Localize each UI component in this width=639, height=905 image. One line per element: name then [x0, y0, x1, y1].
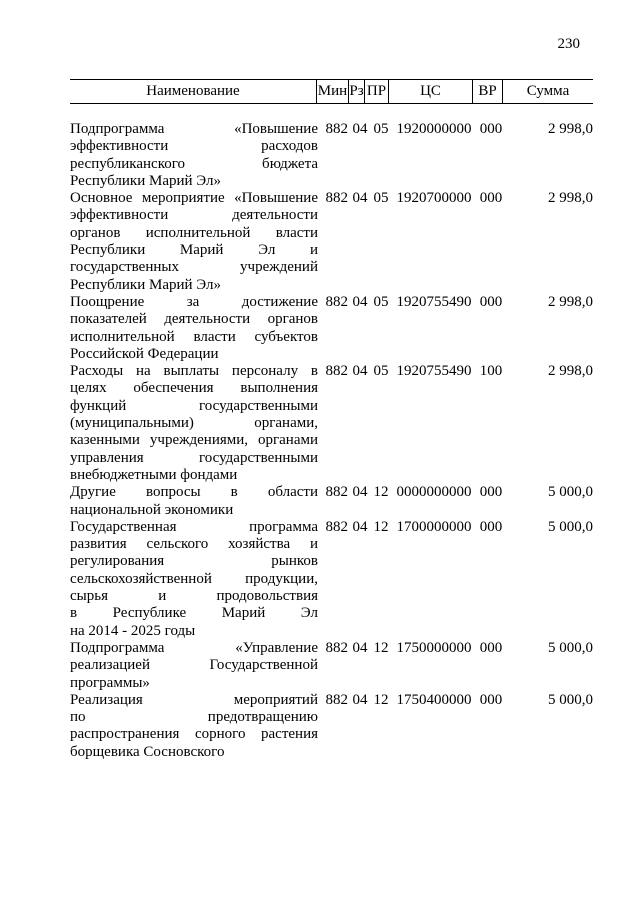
row-pr: 05 — [373, 121, 389, 137]
table-row — [70, 190, 593, 294]
row-name — [70, 294, 318, 363]
row-name-line: сельскохозяйственной продукции, — [70, 570, 318, 587]
row-cs: 1920700000 — [396, 190, 472, 207]
row-sum: 2 998,0 — [548, 363, 593, 380]
row-pr: 12 — [373, 484, 389, 501]
row-name-line: (муниципальными) органами, — [70, 415, 318, 432]
row-name-line: эффективности деятельности — [70, 207, 318, 224]
row-name-line: показателей деятельности органов — [70, 311, 318, 328]
row-pr: 05 — [373, 293, 389, 310]
row-name-line: Поощрение за достижение — [70, 293, 318, 310]
row-name-line: программы» — [70, 674, 150, 691]
row-cs: 1750000000 — [396, 639, 472, 656]
row-rz: 04 — [352, 190, 368, 207]
row-rz: 04 — [352, 691, 368, 708]
budget-table — [70, 79, 593, 761]
row-min: 882 — [325, 363, 348, 380]
row-name — [70, 363, 318, 484]
row-cs: 1920755490 — [396, 363, 472, 380]
header-vr: ВР — [472, 80, 502, 103]
row-vr: 000 — [479, 639, 503, 656]
header-rz: Рз — [348, 80, 364, 103]
row-min: 882 — [325, 518, 348, 535]
row-name-line: Другие вопросы в области — [70, 484, 318, 501]
row-name-line: на 2014 - 2025 годы — [70, 622, 196, 639]
row-vr: 100 — [479, 363, 503, 380]
row-min: 882 — [325, 639, 348, 656]
row-name-line: регулирования рынков — [70, 553, 318, 570]
row-name-line: республиканского бюджета — [70, 155, 318, 172]
row-pr: 05 — [373, 190, 389, 207]
row-name-line: Расходы на выплаты персоналу в — [70, 363, 318, 380]
row-name-line: Республики Марий Эл» — [70, 276, 221, 293]
row-name-line: Государственная программа — [70, 518, 318, 535]
row-name — [70, 484, 318, 519]
header-pr: ПР — [364, 80, 388, 103]
row-cs: 1920755490 — [396, 293, 472, 310]
row-sum: 5 000,0 — [548, 691, 593, 708]
row-sum: 2 998,0 — [548, 293, 593, 310]
row-cs: 1920000000 — [396, 121, 472, 137]
row-min: 882 — [325, 484, 348, 501]
row-name-line: Основное мероприятие «Повышение — [70, 190, 318, 207]
table-row — [70, 121, 593, 190]
table-row — [70, 484, 593, 519]
row-name-line: эффективности расходов — [70, 138, 318, 155]
row-name-line: функций государственными — [70, 397, 318, 414]
row-name-line: национальной экономики — [70, 501, 234, 518]
row-rz: 04 — [352, 639, 368, 656]
header-cs: ЦС — [388, 80, 472, 103]
row-name-line: распространения сорного растения — [70, 726, 318, 743]
row-name-line: Республики Марий Эл и — [70, 242, 318, 259]
row-vr: 000 — [479, 484, 503, 501]
row-pr: 12 — [373, 639, 389, 656]
row-rz: 04 — [352, 121, 368, 137]
row-rz: 04 — [352, 484, 368, 501]
table-row — [70, 519, 593, 640]
row-rz: 04 — [352, 363, 368, 380]
row-sum: 2 998,0 — [548, 121, 593, 137]
table-row — [70, 640, 593, 692]
row-cs: 0000000000 — [396, 484, 472, 501]
row-min: 882 — [325, 121, 348, 137]
row-pr: 12 — [373, 691, 389, 708]
header-min: Мин — [316, 80, 348, 103]
row-vr: 000 — [479, 121, 503, 137]
row-name-line: по предотвращению — [70, 709, 318, 726]
row-name-line: в Республике Марий Эл — [70, 605, 318, 622]
row-name-line: развития сельского хозяйства и — [70, 536, 318, 553]
row-name-line: государственных учреждений — [70, 259, 318, 276]
row-vr: 000 — [479, 691, 503, 708]
row-pr: 12 — [373, 518, 389, 535]
row-name — [70, 640, 318, 692]
row-name-line: казенными учреждениями, органами — [70, 432, 318, 449]
row-name-line: управления государственными — [70, 449, 318, 466]
row-name-line: целях обеспечения выполнения — [70, 380, 318, 397]
row-name — [70, 519, 318, 640]
row-sum: 5 000,0 — [548, 518, 593, 535]
row-sum: 2 998,0 — [548, 190, 593, 207]
table-row — [70, 363, 593, 484]
header-name: Наименование — [146, 83, 240, 99]
row-name-line: Подпрограмма «Повышение — [70, 121, 318, 137]
table-row — [70, 294, 593, 363]
row-name-line: реализацией Государственной — [70, 657, 318, 674]
row-rz: 04 — [352, 518, 368, 535]
table-body — [70, 121, 593, 761]
table-header — [70, 79, 593, 104]
row-sum: 5 000,0 — [548, 639, 593, 656]
row-name-line: Подпрограмма «Управление — [70, 639, 318, 656]
row-sum: 5 000,0 — [548, 484, 593, 501]
row-vr: 000 — [479, 293, 503, 310]
row-name-line: внебюджетными фондами — [70, 466, 238, 483]
row-min: 882 — [325, 190, 348, 207]
row-vr: 000 — [479, 518, 503, 535]
row-min: 882 — [325, 293, 348, 310]
page-number: 230 — [557, 36, 580, 52]
row-name — [70, 692, 318, 761]
row-name-line: Республики Марий Эл» — [70, 172, 221, 189]
row-pr: 05 — [373, 363, 389, 380]
row-min: 882 — [325, 691, 348, 708]
row-vr: 000 — [479, 190, 503, 207]
row-name — [70, 121, 318, 190]
row-name — [70, 190, 318, 294]
row-name-line: Реализация мероприятий — [70, 691, 318, 708]
row-name-line: Российской Федерации — [70, 345, 219, 362]
row-name-line: сырья и продовольствия — [70, 588, 318, 605]
row-name-line: исполнительной власти субъектов — [70, 328, 318, 345]
table-row — [70, 692, 593, 761]
row-rz: 04 — [352, 293, 368, 310]
header-sum: Сумма — [502, 80, 593, 103]
row-cs: 1750400000 — [396, 691, 472, 708]
row-cs: 1700000000 — [396, 518, 472, 535]
row-name-line: органов исполнительной власти — [70, 224, 318, 241]
row-name-line: борщевика Сосновского — [70, 743, 225, 760]
